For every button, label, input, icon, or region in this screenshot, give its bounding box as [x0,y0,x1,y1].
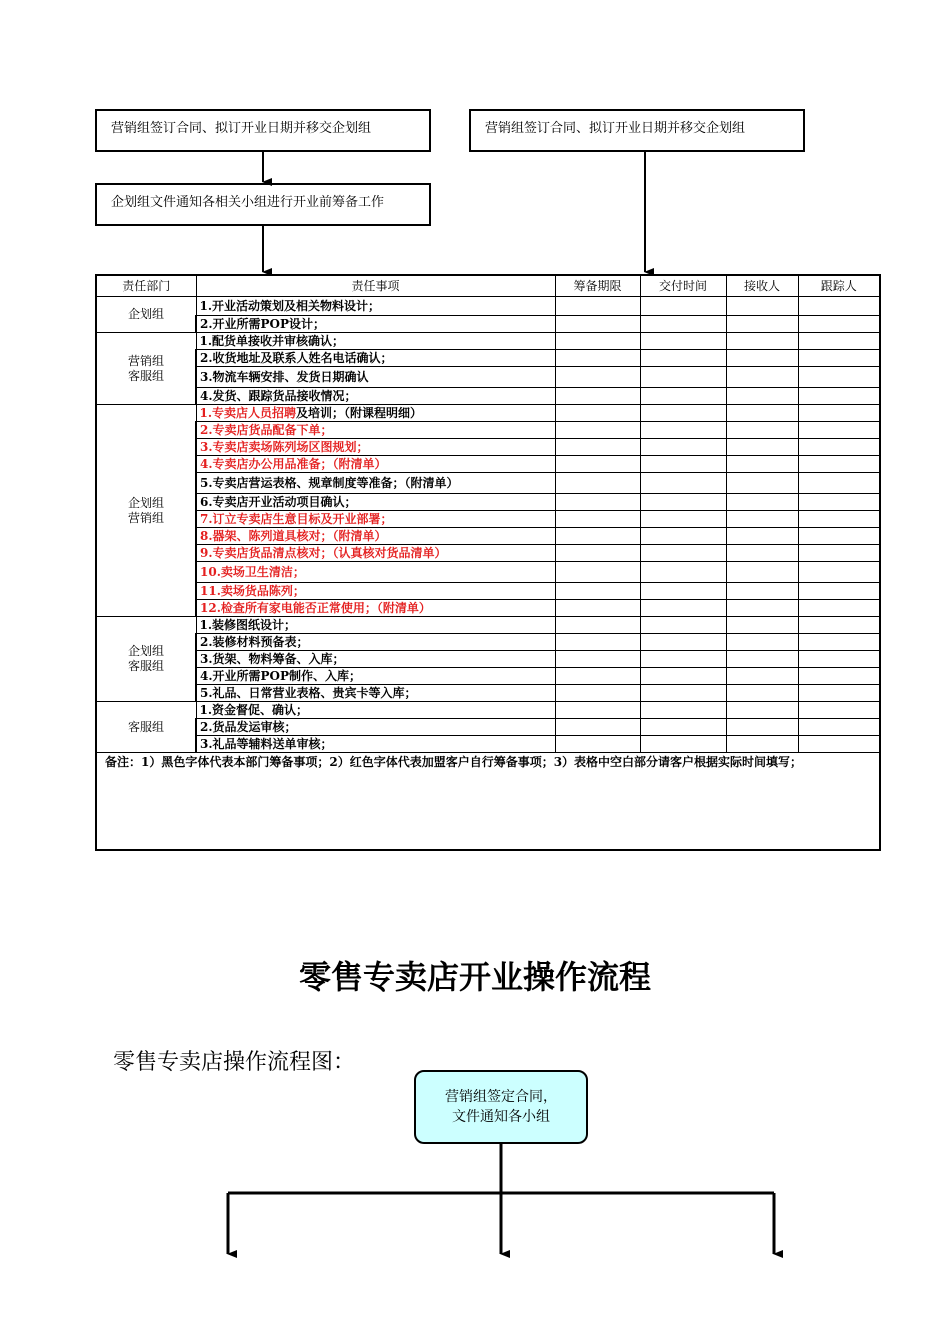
note-row [96,753,880,851]
table-row [96,316,880,333]
flow-box-label: 营销组签订合同、拟订开业日期并移交企划组 [111,121,372,136]
matter-cell [196,439,555,456]
receiver-cell[interactable] [726,583,798,600]
receiver-cell[interactable] [726,511,798,528]
tracker-cell[interactable] [798,297,880,316]
deadline-cell[interactable] [555,545,640,562]
table-row [96,685,880,702]
tracker-cell[interactable] [798,439,880,456]
tracker-cell[interactable] [798,494,880,511]
delivery-cell[interactable] [640,562,726,583]
receiver-cell[interactable] [726,439,798,456]
deadline-cell[interactable] [555,439,640,456]
receiver-cell[interactable] [726,422,798,439]
delivery-cell[interactable] [640,297,726,316]
matter-cell [196,528,555,545]
receiver-cell[interactable] [726,545,798,562]
matter-cell [196,494,555,511]
table-row [96,651,880,668]
table-row [96,562,880,583]
receiver-cell[interactable] [726,405,798,422]
receiver-cell[interactable] [726,634,798,651]
matter-cell [196,719,555,736]
page-title: 零售专卖店开业操作流程 [298,958,651,996]
tracker-cell[interactable] [798,617,880,634]
matter-cell [196,651,555,668]
receiver-cell[interactable] [726,316,798,333]
matter-cell [196,350,555,367]
tracker-cell[interactable] [798,367,880,388]
delivery-cell[interactable] [640,685,726,702]
matter-text: 4.发货、跟踪货品接收情况； [200,389,357,403]
header-tracker: 跟踪人 [798,275,880,297]
delivery-cell[interactable] [640,405,726,422]
matter-text: 1.开业活动策划及相关物料设计； [199,299,381,313]
delivery-cell[interactable] [640,600,726,617]
flow-box-sign-contract [414,1070,588,1144]
matter-cell [196,617,555,634]
deadline-cell[interactable] [555,668,640,685]
delivery-cell[interactable] [640,456,726,473]
tracker-cell[interactable] [798,545,880,562]
delivery-cell[interactable] [640,333,726,350]
matter-text: 2.收货地址及联系人姓名电话确认； [200,351,393,365]
receiver-cell[interactable] [726,685,798,702]
dept-cell [96,333,196,405]
delivery-cell[interactable] [640,583,726,600]
table-row [96,494,880,511]
delivery-cell[interactable] [640,702,726,719]
matter-cell [196,388,555,405]
table-header-row [96,275,880,297]
tracker-cell[interactable] [798,528,880,545]
deadline-cell[interactable] [555,422,640,439]
matter-text-continued: 及培训；（附课程明细） [296,406,423,420]
table-row [96,545,880,562]
dept-cell [96,617,196,702]
matter-cell [196,316,555,333]
matter-text: 1.专卖店人员招聘 [199,406,297,420]
table-row [96,528,880,545]
matter-cell [196,456,555,473]
matter-text: 3.礼品等辅料送单审核； [200,737,333,751]
tracker-cell[interactable] [798,388,880,405]
delivery-cell[interactable] [640,719,726,736]
matter-text: 3.专卖店卖场陈列场区图规划； [200,440,369,454]
matter-text: 10.卖场卫生清洁； [200,565,305,579]
dept-cell [96,702,196,753]
tracker-cell[interactable] [798,685,880,702]
deadline-cell[interactable] [555,473,640,494]
header-deadline: 筹备期限 [555,275,640,297]
matter-cell [196,367,555,388]
table-row [96,350,880,367]
matter-text: 2.开业所需POP设计； [200,317,326,331]
matter-text: 4.开业所需POP制作、入库； [200,669,362,683]
table-row [96,473,880,494]
table-row [96,600,880,617]
deadline-cell[interactable] [555,528,640,545]
matter-text: 5.专卖店营运表格、规章制度等准备；（附清单） [200,476,459,490]
deadline-cell[interactable] [555,350,640,367]
tracker-cell[interactable] [798,668,880,685]
tracker-cell[interactable] [798,316,880,333]
dept-name: 营销组 [127,510,164,525]
delivery-cell[interactable] [640,388,726,405]
flow-box-label: 企划组文件通知各相关小组进行开业前筹备工作 [111,195,385,210]
table-row [96,634,880,651]
flowchart-subtitle: 零售专卖店操作流程图： [113,1050,356,1075]
table-note: 备注：1）黑色字体代表本部门筹备事项；2）红色字体代表加盟客户自行筹备事项；3）表格中空白部分请客户根据实际时间填写； [96,753,880,851]
flow-box-line-1: 营销组签定合同， [445,1089,557,1105]
delivery-cell[interactable] [640,422,726,439]
table-row [96,367,880,388]
matter-cell [196,685,555,702]
deadline-cell[interactable] [555,367,640,388]
dept-name: 客服组 [127,368,164,383]
matter-text: 9.专卖店货品清点核对；（认真核对货品清单） [200,546,447,560]
deadline-cell[interactable] [555,617,640,634]
receiver-cell[interactable] [726,456,798,473]
table-row [96,439,880,456]
table-row [96,511,880,528]
delivery-cell[interactable] [640,350,726,367]
receiver-cell[interactable] [726,494,798,511]
receiver-cell[interactable] [726,562,798,583]
receiver-cell[interactable] [726,297,798,316]
delivery-cell[interactable] [640,651,726,668]
flow-box-label: 营销组签订合同、拟订开业日期并移交企划组 [485,121,746,136]
tracker-cell[interactable] [798,736,880,753]
matter-text: 11.卖场货品陈列； [200,584,305,598]
matter-cell [196,511,555,528]
delivery-cell[interactable] [640,617,726,634]
deadline-cell[interactable] [555,494,640,511]
deadline-cell[interactable] [555,388,640,405]
matter-text: 3.货架、物料筹备、入库； [200,652,345,666]
table-row [96,422,880,439]
tracker-cell[interactable] [798,422,880,439]
matter-cell [196,422,555,439]
deadline-cell[interactable] [555,719,640,736]
matter-text: 4.专卖店办公用品准备；（附清单） [200,457,387,471]
dept-name: 营销组 [127,353,164,368]
table-row [96,583,880,600]
receiver-cell[interactable] [726,736,798,753]
matter-text: 2.装修材料预备表； [200,635,309,649]
tracker-cell[interactable] [798,651,880,668]
matter-text: 12.检查所有家电能否正常使用；（附清单） [200,601,431,615]
matter-cell [196,600,555,617]
table-row [96,388,880,405]
matter-cell [196,405,555,422]
tracker-cell[interactable] [798,456,880,473]
deadline-cell[interactable] [555,562,640,583]
header-delivery-time: 交付时间 [640,275,726,297]
matter-cell [196,545,555,562]
dept-cell [96,405,196,617]
tracker-cell[interactable] [798,562,880,583]
delivery-cell[interactable] [640,367,726,388]
tracker-cell[interactable] [798,583,880,600]
delivery-cell[interactable] [640,494,726,511]
dept-name: 企划组 [127,495,164,510]
table-row [96,719,880,736]
matter-cell [196,702,555,719]
tracker-cell[interactable] [798,333,880,350]
flow-box-line-2: 文件通知各小组 [452,1109,550,1125]
deadline-cell[interactable] [555,702,640,719]
receiver-cell[interactable] [726,719,798,736]
delivery-cell[interactable] [640,736,726,753]
deadline-cell[interactable] [555,333,640,350]
deadline-cell[interactable] [555,297,640,316]
matter-text: 1.装修图纸设计； [199,618,297,632]
delivery-cell[interactable] [640,528,726,545]
dept-name: 客服组 [127,719,164,734]
delivery-cell[interactable] [640,511,726,528]
deadline-cell[interactable] [555,583,640,600]
receiver-cell[interactable] [726,702,798,719]
dept-name: 企划组 [127,644,164,658]
matter-text: 8.器架、陈列道具核对；（附清单） [200,529,387,543]
deadline-cell[interactable] [555,316,640,333]
delivery-cell[interactable] [640,668,726,685]
receiver-cell[interactable] [726,668,798,685]
dept-name: 企划组 [127,307,164,321]
tracker-cell[interactable] [798,473,880,494]
table-row [96,702,880,719]
deadline-cell[interactable] [555,456,640,473]
preparation-table [95,274,881,851]
header-dept: 责任部门 [96,275,196,297]
header-matter: 责任事项 [196,275,555,297]
tracker-cell[interactable] [798,719,880,736]
receiver-cell[interactable] [726,528,798,545]
matter-cell [196,473,555,494]
header-receiver: 接收人 [726,275,798,297]
tracker-cell[interactable] [798,702,880,719]
matter-text: 1.配货单接收并审核确认； [199,334,345,348]
table-row [96,405,880,422]
receiver-cell[interactable] [726,333,798,350]
matter-cell [196,634,555,651]
deadline-cell[interactable] [555,600,640,617]
matter-cell [196,562,555,583]
table-row [96,736,880,753]
matter-text: 2.专卖店货品配备下单； [200,423,333,437]
delivery-cell[interactable] [640,634,726,651]
matter-cell [196,583,555,600]
delivery-cell[interactable] [640,439,726,456]
table-row [96,617,880,634]
delivery-cell[interactable] [640,473,726,494]
receiver-cell[interactable] [726,388,798,405]
tracker-cell[interactable] [798,405,880,422]
table-row [96,297,880,316]
deadline-cell[interactable] [555,511,640,528]
receiver-cell[interactable] [726,651,798,668]
matter-text: 3.物流车辆安排、发货日期确认 [200,370,369,384]
deadline-cell[interactable] [555,736,640,753]
receiver-cell[interactable] [726,617,798,634]
deadline-cell[interactable] [555,405,640,422]
matter-text: 2.货品发运审核； [200,720,297,734]
delivery-cell[interactable] [640,316,726,333]
deadline-cell[interactable] [555,651,640,668]
tracker-cell[interactable] [798,511,880,528]
table-row [96,668,880,685]
receiver-cell[interactable] [726,367,798,388]
table-row [96,333,880,350]
matter-cell [196,333,555,350]
matter-text: 6.专卖店开业活动项目确认； [200,495,357,509]
tracker-cell[interactable] [798,634,880,651]
matter-text: 5.礼品、日常营业表格、贵宾卡等入库； [200,686,417,700]
tracker-cell[interactable] [798,350,880,367]
matter-cell [196,297,555,316]
matter-text: 1.资金督促、确认； [199,703,309,717]
tracker-cell[interactable] [798,600,880,617]
deadline-cell[interactable] [555,685,640,702]
deadline-cell[interactable] [555,634,640,651]
delivery-cell[interactable] [640,545,726,562]
dept-cell [96,297,196,333]
dept-name: 客服组 [127,659,164,673]
receiver-cell[interactable] [726,600,798,617]
matter-text: 7.订立专卖店生意目标及开业部署； [200,512,393,526]
receiver-cell[interactable] [726,473,798,494]
table-row [96,456,880,473]
matter-cell [196,668,555,685]
receiver-cell[interactable] [726,350,798,367]
matter-cell [196,736,555,753]
